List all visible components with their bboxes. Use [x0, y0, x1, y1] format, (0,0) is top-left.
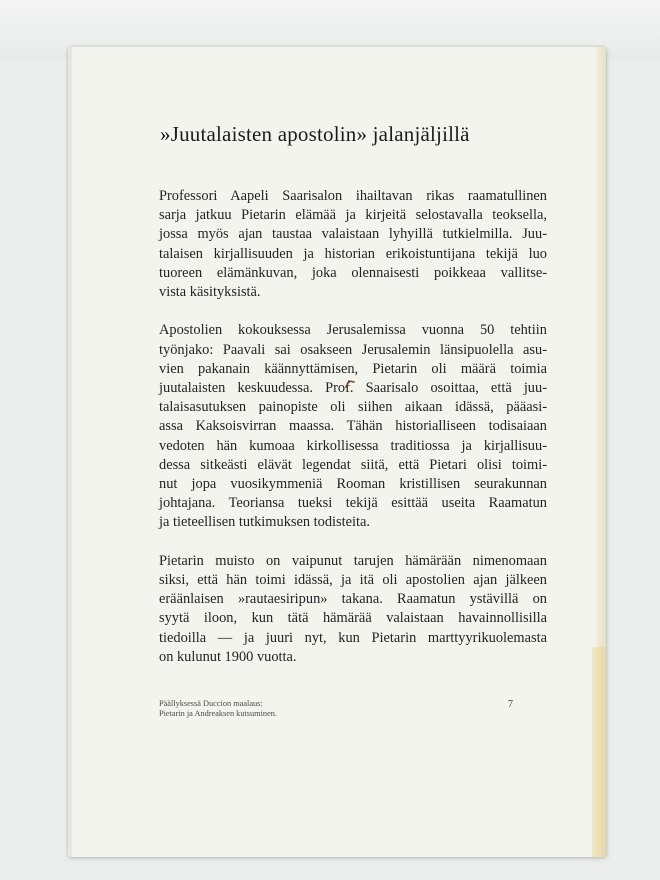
text-line: siksi, että hän toimi idässä, ja itä oli apostolien ajan jälkeen — [159, 572, 547, 589]
text-line: syytä iloon, kun tätä hämärää valaistaan havainnollisilla — [159, 610, 547, 627]
text-line: talaisasutuksen painopiste oli siihen aikaan idässä, pääasi- — [159, 399, 547, 416]
paragraph-3 — [159, 552, 547, 667]
text-line: Professori Aapeli Saarisalon ihailtavan rikas raamatullinen — [159, 188, 547, 204]
text-line: vedoten hän kumoaa kirkollisessa traditiossa ja kirjallisuu- — [159, 437, 547, 454]
text-line: juutalaisten keskuudessa. Prof. Saarisalo osoittaa, että juu- — [159, 380, 547, 397]
text-line: sarja jatkuu Pietarin elämää ja kirjeitä selostavalla teoksella, — [159, 207, 547, 224]
text-line: ja tieteellisen tutkimuksen todisteita. — [159, 514, 371, 531]
text-line: tiedoilla — ja juuri nyt, kun Pietarin marttyyrikuolemasta — [159, 629, 547, 646]
paragraph-2 — [159, 321, 547, 532]
text-line: eräänlaisen »rautaesiripun» takana. Raamatun ystävillä on — [159, 591, 547, 608]
ink-mark — [344, 378, 356, 390]
text-line: tuoreen elämänkuvan, joka olennaisesti poikkeaa vallitse- — [159, 264, 547, 281]
text-line: johtajana. Teoriansa tueksi tekijä esittää useita Raamatun — [159, 495, 547, 512]
book-back-cover — [68, 47, 606, 857]
text-line: talaisen kirjallisuuden ja historian erikoistuntijana tekijä luo — [159, 245, 547, 262]
text-line: nut jopa vuosikymmeniä Rooman kristillisen seurakunnan — [159, 476, 547, 493]
text-line: Pietarin muisto on vaipunut tarujen hämärään nimenomaan — [159, 552, 547, 569]
text-line: on kulunut 1900 vuotta. — [159, 648, 297, 665]
caption-line: Pietarin ja Andreaksen kutsuminen. — [159, 709, 277, 718]
paragraph-1 — [159, 187, 547, 302]
text-line: vista käsityksistä. — [159, 284, 261, 301]
text-line: vien pakanain käännyttämisen, Pietarin oli määrä toimia — [159, 360, 547, 377]
caption-line: Päällyksessä Duccion maalaus: — [159, 699, 263, 708]
blurb-text — [159, 187, 547, 667]
text-line: jossa myös ajan taustaa valaistaan lyhyillä tutkielmilla. Juu- — [159, 226, 547, 243]
cover-caption — [159, 699, 277, 719]
yellowed-spine-edge — [592, 647, 606, 857]
text-line: assa Kaksoisvirran maassa. Tähän historialliseen todisaiaan — [159, 418, 547, 435]
cover-left-edge — [68, 47, 72, 857]
cover-title: »Juutalaisten apostolin» jalanjäljillä — [160, 122, 470, 146]
text-line: Apostolien kokouksessa Jerusalemissa vuonna 50 tehtiin — [159, 322, 547, 339]
text-line: dessa sitkeästi elävät legendat siitä, että Pietari olisi toimi- — [159, 456, 547, 473]
page-number: 7 — [508, 699, 513, 710]
text-line: työnjako: Paavali sai osakseen Jerusalemin länsipuolella asu- — [159, 341, 547, 358]
